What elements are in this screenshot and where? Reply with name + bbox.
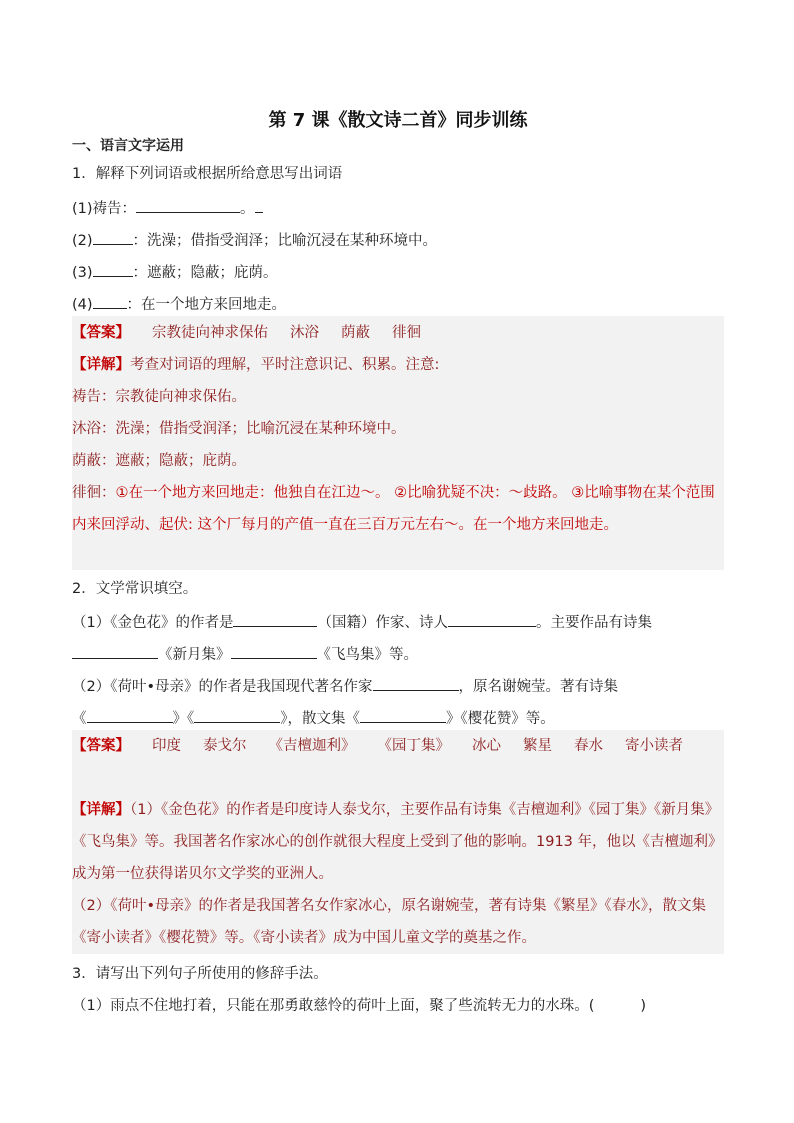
answer-blank[interactable]	[373, 674, 459, 691]
answer-blank[interactable]	[93, 260, 133, 277]
q1-detail-3: 荫蔽：遮蔽；隐蔽；庇荫。	[72, 453, 246, 469]
q2-item-2a: （2）《荷叶•母亲》的作者是我国现代著名作家 ，原名谢婉莹。著有诗集	[72, 674, 618, 697]
answer-blank[interactable]	[93, 228, 133, 245]
section-heading: 一、语言文字运用	[72, 138, 184, 154]
q1-stem: 1．解释下列词语或根据所给意思写出词语	[72, 166, 343, 182]
q1-answer-line: 【答案】 宗教徒向神求保佑 沐浴 荫蔽 徘徊	[72, 325, 421, 341]
q2-answer-line: 【答案】 印度 泰戈尔 《吉檀迦利》 《园丁集》 冰心 繁星 春水 寄小读者	[72, 738, 683, 754]
answer-blank[interactable]	[194, 706, 280, 723]
q2-detail-2: （2）《荷叶•母亲》的作者是我国著名女作家冰心，原名谢婉莹，著有诗集《繁星》《春水》，散文集《寄小读者》《樱花赞》等。《寄小读者》成为中国儿童文学的奠基之作。	[72, 898, 707, 946]
q3-item-1: （1）雨点不住地打着，只能在那勇敢慈怜的荷叶上面，聚了些流转无力的水珠。( )	[72, 998, 647, 1014]
q3-stem: 3．请写出下列句子所使用的修辞手法。	[72, 966, 328, 982]
q2-item-1a: （1）《金色花》的作者是 （国籍）作家、诗人 。主要作品有诗集	[72, 610, 652, 633]
q2-item-1b: 《新月集》 《飞鸟集》等。	[72, 642, 418, 665]
q1-detail-2: 沐浴：洗澡；借指受润泽；比喻沉浸在某种环境中。	[72, 421, 406, 437]
answer-blank[interactable]	[448, 610, 536, 627]
q2-detail-1: 【详解】（1）《金色花》的作者是印度诗人泰戈尔，主要作品有诗集《吉檀迦利》《园丁集》《新月集》《飞鸟集》等。我国著名作家冰心的创作就很大程度上受到了他的影响。1913 年，他以《吉檀迦利》成为第一位获得诺贝尔文学奖的亚洲人。	[72, 802, 723, 882]
q1-detail-intro: 【详解】考查对词语的理解，平时注意识记、积累。注意:	[72, 357, 440, 373]
answer-blank[interactable]	[72, 642, 158, 659]
q1-item-2: (2) ：洗澡；借指受润泽；比喻沉浸在某种环境中。	[72, 228, 437, 251]
answer-blank[interactable]	[233, 610, 317, 627]
answer-blank[interactable]	[136, 196, 240, 213]
answer-blank[interactable]	[87, 706, 173, 723]
q1-item-3: (3) ：遮蔽；隐蔽；庇荫。	[72, 260, 278, 283]
page-title: 第 7 课《散文诗二首》同步训练	[268, 110, 528, 131]
answer-blank[interactable]	[93, 292, 127, 309]
q2-stem: 2．文学常识填空。	[72, 581, 198, 597]
q1-item-1: (1)祷告： 。	[72, 196, 263, 219]
q1-detail-1: 祷告：宗教徒向神求保佑。	[72, 389, 246, 405]
answer-blank[interactable]	[360, 706, 446, 723]
q2-item-2b: 《 》《 》，散文集《 》《樱花赞》等。	[72, 706, 555, 729]
q1-item-4: (4) ：在一个地方来回地走。	[72, 292, 286, 315]
answer-blank[interactable]	[231, 642, 317, 659]
answer-blank[interactable]	[255, 196, 263, 213]
q1-detail-4: 徘徊：①在一个地方来回地走：他独自在江边～。 ②比喻犹疑不决：～歧路。 ③比喻事物在某个范围内来回浮动、起伏: 这个厂每月的产值一直在三百万元左右～。在一个地方来回地走。	[72, 485, 715, 533]
